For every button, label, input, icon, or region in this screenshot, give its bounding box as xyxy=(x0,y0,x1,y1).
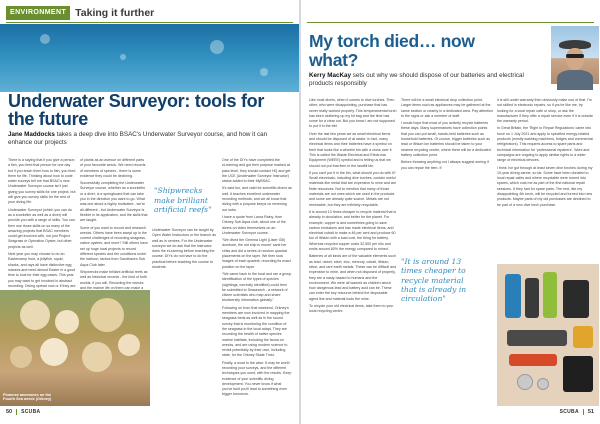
magazine-brand: SCUBA xyxy=(21,409,41,415)
page-number: 51 xyxy=(587,409,594,415)
batteries-and-torches-photo xyxy=(497,264,599,406)
text-column-3 xyxy=(222,158,292,406)
page-number: 50 xyxy=(6,409,13,415)
header-rule xyxy=(6,22,293,23)
paragraph: I think I've got through at least seven dive torches during my 10-year diving career, so far. Some have been donated to local repair cafes and where recyclable were turned into spares, which cost me as part of the first national repair sessions. If they had for spare parts. The rest, like my disappointing 4th torch, will be recycled and turned into new products. Maybe parts of my old purchases are destined to be part of a new dive torch purchase. xyxy=(497,165,593,207)
header-rule xyxy=(307,22,594,23)
paragraph: Batteries of all kinds are of the valuable elements such as lead, nickel, steel, zinc, mercury, cobalt, lithium, silver, and rare earth metals. These can be difficult and expensive to mine, and when not disposed of properly, they are a nasty hazard to humans and the environment. We were all warned as children about how dangerous lead and battery acid can be. These can enter the key resource behind the disposable agent line and material tools the mine. xyxy=(309,254,397,301)
paragraph: Successfully completing the Underwater Surveyor course, whether as a snorkeller or a diver, is a springboard that can take you in the direction you want to go. What was one about a highly motivated - we're all different - but Underwater Surveyor is flexible in its application, and the skills that are taught. xyxy=(80,181,148,223)
text-column-2b xyxy=(152,228,218,406)
paragraph: There will be a small electrical drop collection point. Larger items such as appliances may be gathered at the same section or nearby in a dedicated area. Pay attention to the signs or ask a member of staff. xyxy=(401,98,493,118)
paragraph: "We dived the Gemma Light (Lister GB) dumtrole, the old ship is mourn' sank her chiss and did a series of random quadrat placements on the layer. We then took images of each quadrat, recording its exact position on the layer. xyxy=(222,238,291,269)
left-page xyxy=(0,0,299,424)
underwater-surface-photo xyxy=(0,24,299,92)
paragraph: Before throwing anything out I always suggest seeing if you can repair the item. If xyxy=(401,160,489,170)
text-column-1 xyxy=(8,158,76,286)
author-portrait-photo xyxy=(551,26,599,84)
section-title: Taking it further xyxy=(75,7,155,19)
page-footer xyxy=(6,409,40,415)
footer-divider xyxy=(583,409,584,415)
text-column-3 xyxy=(497,98,595,260)
paragraph: of plants as an avenue on different parts of your favourite wreck. We need records of members of species - there is some evidence they could be declining. xyxy=(80,158,146,178)
paragraph: One of the DIYs have completed the eLearning and got their purpose marked at pass level, they should contact HQ and get the UCE (Underwater Surveyor Instructor) status added to their MyBSAC. xyxy=(222,158,291,184)
paragraph: Underwater Surveyor (which you can do as a snorkeller as well as a diver) will provide you with a range of skills. You can then use those skills on so many of the amazing projects that BSAC members could get involved with, not just Project Seagrass or Operation Oyster, but other projects as well. xyxy=(8,207,75,249)
standfirst-text: sets out why we should dispose of our batteries and electrical products responsibly xyxy=(309,72,524,87)
paragraph: Like most divers, when it comes to dive torches. Then other, who were disappointing, purchase that has never really worked properly. This temperamental torch has been cluttering up my kit bag and the time has come for a clear out. But you know I am not supposed to put it in the bin! xyxy=(309,98,397,129)
page-footer xyxy=(560,409,594,415)
footer-divider xyxy=(16,409,17,415)
paragraph: "We came back to the boat and ran a group identification of the types of species (sightings, correctly identified) could then be submitted to Seasearch - a network of citizen scientists who map and share biodiversity information globally." xyxy=(222,271,292,303)
paragraph: Some of you want to record and research wrecks. Others have been swept up in the current challenges of recording seagrass, native oysters, and more? Still others have set up huge local projects to record different species and the conditions under the harbour, tactics from Sandhaven Sub Aqua Club later. xyxy=(80,225,148,267)
paragraph: There is a saying that if you give a person a fish, you feed that person for one day but if you teach them how to fish, you feed them for life. Thinking about how to code water surveys tell me that BSAC's new Underwater Surveyor course isn't just giving you survey skills for one project, but will give you survey skills for the rest of your diving life. xyxy=(8,158,76,205)
paragraph: Over the last few years we as small electrical items and should be disposed of at waste. In fact, many electrical items and their batteries have a symbol on their that looks like a wheelie bin with a cross over it. This is called the Waste Electrical and Electronic Equipment (WEEE) symbol and is telling us that we should not put that item in the landfill bin. xyxy=(309,131,393,168)
right-page xyxy=(301,0,600,424)
photo-caption: Plumose anemones on the Fourth Sea wreck (Orkney) xyxy=(3,392,52,402)
paragraph: Underwater Surveyor can be taught by Open Water Instructors or the branch as well as in centres. For the Underwater surveyor we do ask that the instructor does the eLearning before teaching the course. DIYs do not have to do the practical before teaching the course to students. xyxy=(152,228,216,270)
standfirst-text: takes a deep dive into BSAC's Underwater Surveyor course, and how it can enhance our projects xyxy=(8,131,268,146)
section-tag: ENVIRONMENT xyxy=(6,6,70,20)
standfirst-author: Kerry MacKay xyxy=(309,72,352,79)
article-standfirst xyxy=(309,72,539,88)
text-column-1 xyxy=(309,98,397,404)
article-title: My torch died… now what? xyxy=(309,31,475,70)
paragraph: Following on from that weekend, Orkney's members are now involved in mapping the seagrass beds as well as in the sound survey that is monitoring the condition of the seagrass in the local adapt. They are recording the health of native species marine habitats, including the fauna on wrecks, and are using modern science to revisit potentially-by their own, including state, for the Orkney Skate Trust. xyxy=(222,305,290,358)
paragraph: Shipwrecks make brilliant artificial reefs as well as historical records - the kind of both worlds, if you will. Recording the wrecks and the marine life on them can make a xyxy=(80,269,148,290)
paragraph: It's said fun, and valid for scientific divers as well. It teaches excellent underwater recording methods, and we all know that diving with a purpose keeps us renewing our subs. xyxy=(222,186,292,212)
text-column-2 xyxy=(401,98,493,250)
pull-quote: "It is around 13 times cheaper to recycle material that is already in circulation" xyxy=(401,257,467,304)
magazine-brand: SCUBA xyxy=(559,409,579,415)
anemone-photo xyxy=(0,290,150,406)
paragraph: If you can't put it in the bin, what should you do with it? Small electricals, including dive torches, contain useful materials like metal that are expensive to mine and are finite resources. Not to mention that many of those materials are not ones which are used in the products and some are already quite scarce. Metals are not renewable, but they are infinitely recyclable. xyxy=(309,170,397,207)
section-header xyxy=(6,6,154,20)
paragraph: To recycle your old electrical items, take them to your local recycling centre. xyxy=(309,303,394,314)
standfirst-author: Jane Maddocks xyxy=(8,131,55,138)
paragraph: Next year you may choose to do an Eastercamp hunt, a jellyfish, squid, sharks, and rays all have distinctive egg masses and need almost Easter in a good time to look for their egg cases. This year you may want to get involved in abstract recording. Diving spread now or if they are xyxy=(8,252,76,288)
paragraph: I would hope that most of you actively recycle batteries these days. Many supermarkets have collection points that you can put small, hands-held batteries such as household batteries. Of course, bigger batteries such as lead or lithium ion batteries should be taken to your nearest recycling centre, where there will be a dedicated battery collection point. xyxy=(401,121,491,157)
paragraph: I have a quote from Laura Rainy, from Orkney Sub Aqua club, about one of the divers on video themselves on an Underwater Surveyor course. xyxy=(222,214,286,235)
paragraph: it is still under warranty then obviously make use of that. I'm not skilled in electronic repairs, so if you're like me, try looking for a local repair café or shop, or ask the manufacturer if they offer a repair service even if it is outside the warranty period. xyxy=(497,98,594,124)
pull-quote: "Shipwrecks make brilliant artificial reefs" xyxy=(154,186,212,214)
article-standfirst xyxy=(8,131,293,147)
paragraph: It is around 13 times cheaper to recycle material that is already in circulation, and better for the planet. For example, copper is and sometimes going to save carbon emissions and has made electrical items, and electrical cobalt to make a 46 per cent and produce 60 ton of lithium with a load cost, the thing for battery. Whereas recycled copper costs 32,500 per kilo and emits around 80% the energy compared to mined. xyxy=(309,209,397,252)
paragraph: Finally, a word to the wise: It may be worth recording your surveys, and the different techniques you used, with the results. Keep evidence of your scientific diving development. You never know if what you've built you'll lead to something even bigger tomorrow. xyxy=(222,360,292,397)
article-title: Underwater Surveyor: tools for the future xyxy=(8,91,265,129)
paragraph: In Great Britain, the 'Right to Repair Regulations' came into force on 1 July 2021 and apply to specified energy-related products (mostly washing machines, fridges and commercial refrigerators). This requires access to spare parts and technical information for 'professional repairers'. Work and campaigns are ongoing to apply similar rights to a wider range of electrical devices. xyxy=(497,126,594,163)
